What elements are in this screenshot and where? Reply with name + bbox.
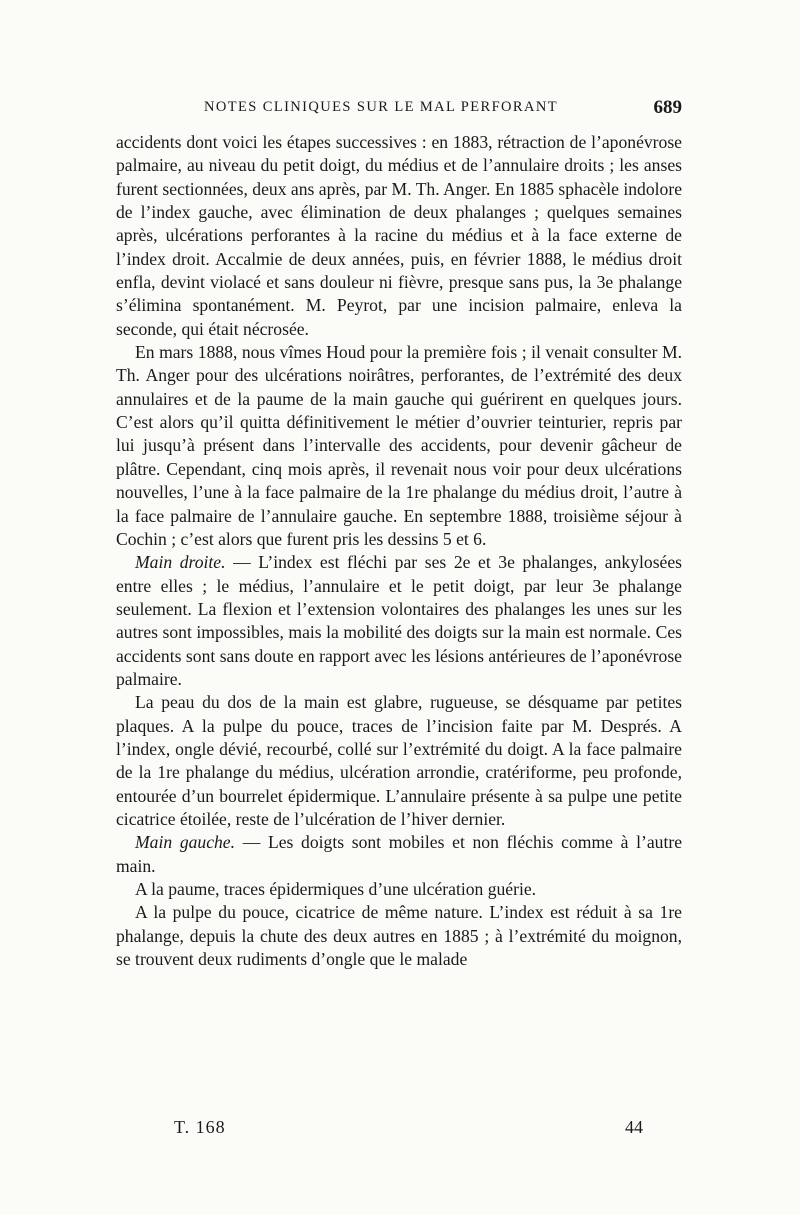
paragraph-4: La peau du dos de la main est glabre, rugueuse, se désquame par petites plaques. A la pulpe du pouce, traces de l’incision faite par M. Després. A l’index, ongle dévié, recourbé, collé sur l’extrémité du doigt. A la face palmaire de la 1re phalange du médius, ulcération arrondie, cratériforme, peu profonde, entourée d’un bourrelet épidermique. L’annulaire présente à sa pulpe une petite cicatrice étoilée, reste de l’ulcération de l’hiver dernier.	[116, 692, 682, 829]
signature-left: T. 168	[174, 1117, 226, 1137]
paragraph-1: accidents dont voici les étapes successives : en 1883, rétraction de l’aponévrose palmaire, au niveau du petit doigt, du médius et de l’annulaire droits ; les anses furent sectionnées, deux ans après, par M. Th. Anger. En 1885 sphacèle indolore de l’index gauche, avec élimination de deux phalanges ; quelques semaines après, ulcérations perforantes à la racine du médius et à la face externe de l’index droit. Accalmie de deux années, puis, en février 1888, le médius droit enfla, devint violacé et sans douleur ni fièvre, presque sans pus, la 3e phalange s’élimina spontanément. M. Peyrot, par une incision palmaire, enleva la seconde, qui était nécrosée.	[116, 132, 682, 339]
paragraph-5-text: — Les doigts sont mobiles et non fléchis comme à l’autre main.	[116, 832, 683, 876]
paragraph-7: A la pulpe du pouce, cicatrice de même nature. L’index est réduit à sa 1re phalange, depuis la chute des deux autres en 1885 ; à l’extrémité du moignon, se trouvent deux rudiments d’ongle que le malade	[116, 902, 682, 970]
body-text	[116, 131, 682, 971]
signature-right: 44	[625, 1117, 643, 1137]
paragraph-6: A la paume, traces épidermiques d’une ulcération guérie.	[135, 879, 537, 899]
page-number: 689	[653, 97, 682, 118]
running-head: NOTES CLINIQUES SUR LE MAL PERFORANT	[204, 99, 558, 115]
paragraph-5-lead: Main gauche.	[135, 832, 236, 853]
paragraph-3-lead: Main droite.	[135, 552, 226, 573]
paragraph-5	[116, 831, 682, 878]
paragraph-2: En mars 1888, nous vîmes Houd pour la première fois ; il venait consulter M. Th. Anger pour des ulcérations noirâtres, perforantes, de l’extrémité des deux annulaires et de la paume de la main gauche qui guérirent en quelques jours. C’est alors qu’il quitta définitivement le métier d’ouvrier teinturier, repris par lui jusqu’à présent dans l’intervalle des accidents, pour devenir gâcheur de plâtre. Cependant, cinq mois après, il revenait nous voir pour deux ulcérations nouvelles, l’une à la face palmaire de la 1re phalange du médius droit, l’autre à la face palmaire de l’annulaire gauche. En septembre 1888, troisième séjour à Cochin ; c’est alors que furent pris les dessins 5 et 6.	[116, 342, 682, 549]
page-footer	[116, 1117, 682, 1143]
paragraph-3	[116, 551, 682, 691]
page-header	[116, 97, 682, 123]
paragraph-3-text: — L’index est fléchi par ses 2e et 3e phalanges, ankylosées entre elles ; le médius, l’annulaire et le petit doigt, par leur 3e phalange seulement. La flexion et l’extension volontaires des phalanges les unes sur les autres sont impossibles, mais la mobilité des doigts sur la main est normale. Ces accidents sont sans doute en rapport avec les lésions antérieures de l’aponévrose palmaire.	[116, 552, 683, 689]
